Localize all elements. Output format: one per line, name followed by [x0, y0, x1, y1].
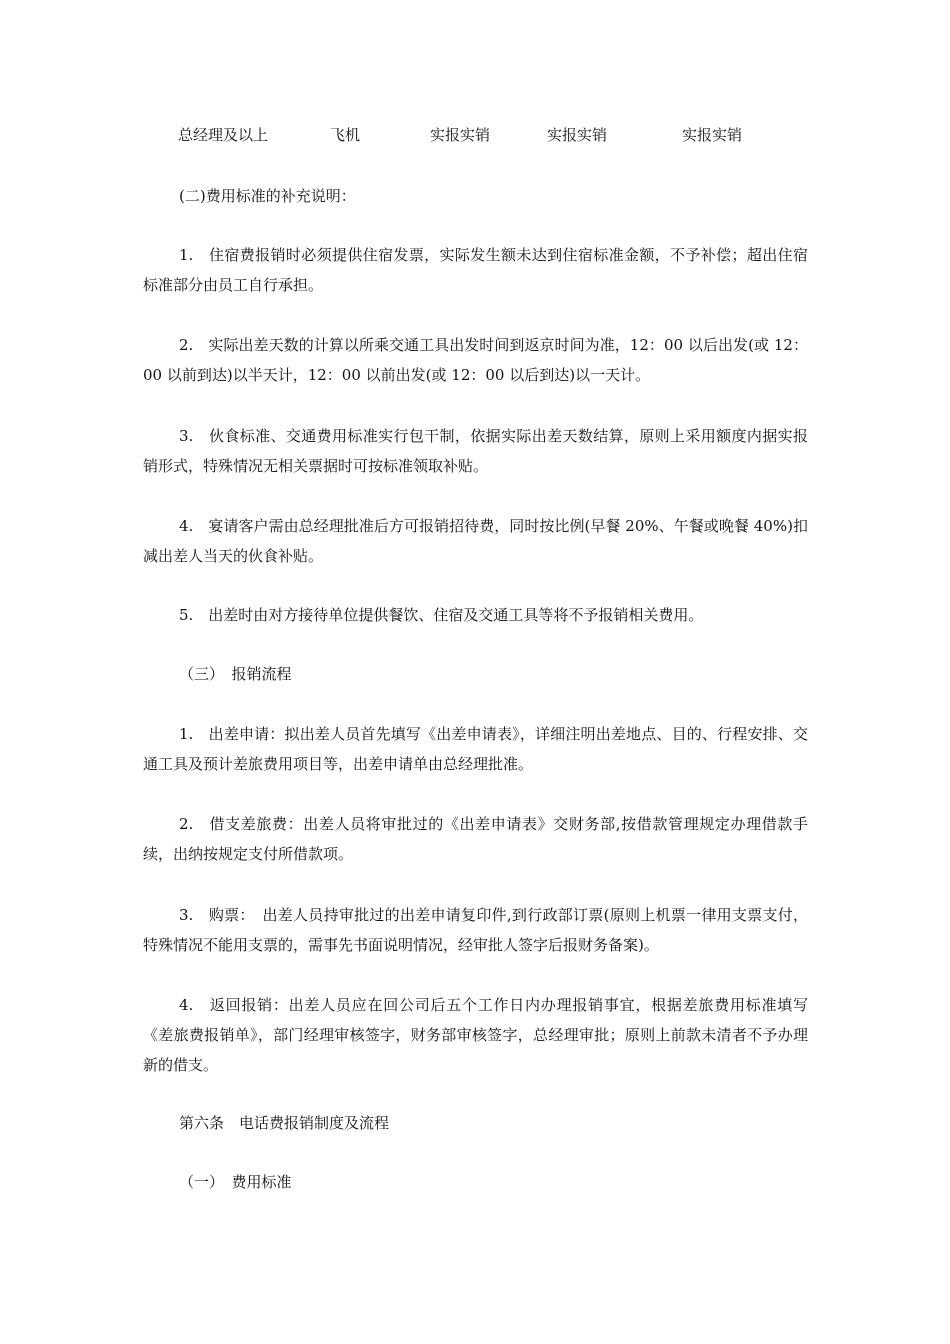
standard-heading: （一） 费用标准	[179, 1173, 292, 1191]
table-cell-lodging: 实报实销	[430, 126, 491, 144]
process-item-3: 3. 购票： 出差人员持审批过的出差申请复印件,到行政部订票(原则上机票一律用支票支付，特殊情况不能用支票的，需事先书面说明情况，经审批人签字后报财务备案)。	[143, 906, 808, 954]
table-cell-meals: 实报实销	[547, 126, 608, 144]
table-cell-transport: 飞机	[330, 126, 361, 144]
supplement-item-1: 1. 住宿费报销时必须提供住宿发票，实际发生额未达到住宿标准金额，不予补偿；超出住宿标准部分由员工自行承担。	[143, 246, 808, 294]
article-heading: 第六条 电话费报销制度及流程	[179, 1114, 390, 1132]
supplement-item-2: 2. 实际出差天数的计算以所乘交通工具出发时间到返京时间为准，12：00 以后出发(或 12：00 以前到达)以半天计，12：00 以前出发(或 12：00 以后到达)以一天计。	[143, 336, 808, 384]
process-item-2: 2. 借支差旅费：出差人员将审批过的《出差申请表》交财务部,按借款管理规定办理借款手续，出纳按规定支付所借款项。	[143, 815, 808, 863]
process-item-4: 4. 返回报销：出差人员应在回公司后五个工作日内办理报销事宜，根据差旅费用标准填写《差旅费报销单》，部门经理审核签字，财务部审核签字，总经理审批；原则上前款未清者不予办理新的借支。	[143, 996, 808, 1074]
process-heading: （三） 报销流程	[179, 665, 292, 683]
supplement-item-5: 5. 出差时由对方接待单位提供餐饮、住宿及交通工具等将不予报销相关费用。	[179, 606, 704, 624]
supplement-item-3: 3. 伙食标准、交通费用标准实行包干制，依据实际出差天数结算，原则上采用额度内据实报销形式，特殊情况无相关票据时可按标准领取补贴。	[143, 427, 808, 475]
process-item-1: 1. 出差申请：拟出差人员首先填写《出差申请表》，详细注明出差地点、目的、行程安排、交通工具及预计差旅费用项目等，出差申请单由总经理批准。	[143, 725, 808, 773]
supplement-heading: (二)费用标准的补充说明：	[179, 187, 356, 205]
table-row	[0, 124, 950, 146]
table-cell-transport-fee: 实报实销	[682, 126, 743, 144]
supplement-item-4: 4. 宴请客户需由总经理批准后方可报销招待费，同时按比例(早餐 20%、午餐或晚餐 40%)扣减出差人当天的伙食补贴。	[143, 517, 808, 565]
table-cell-position: 总经理及以上	[178, 126, 269, 144]
